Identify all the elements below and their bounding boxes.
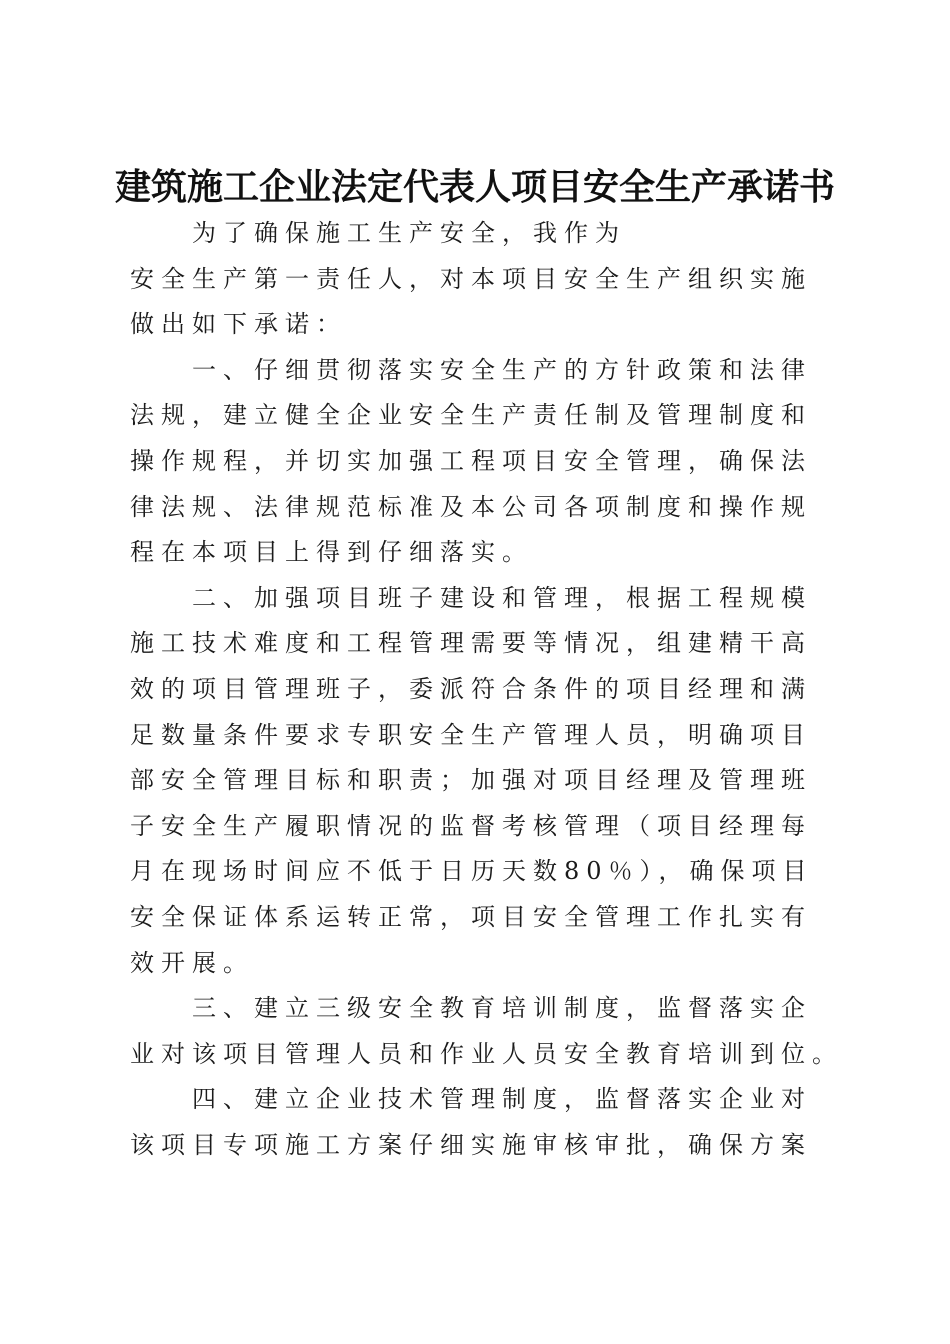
text-line: 月在现场时间应不低于日历天数80％），确保项目: [130, 857, 814, 886]
text-line: 三、建立三级安全教育培训制度，监督落实企: [192, 994, 812, 1023]
text-line: 律法规、法律规范标准及本公司各项制度和操作规: [130, 492, 812, 521]
document-title: 建筑施工企业法定代表人项目安全生产承诺书: [114, 167, 835, 208]
text-line: 操作规程，并切实加强工程项目安全管理，确保法: [130, 446, 812, 475]
text-line: 子安全生产履职情况的监督考核管理（项目经理每: [130, 811, 812, 840]
text-line: 一、仔细贯彻落实安全生产的方针政策和法律: [192, 355, 812, 384]
text-line: 程在本项目上得到仔细落实。: [130, 538, 533, 567]
text-line: 该项目专项施工方案仔细实施审核审批，确保方案: [130, 1130, 812, 1159]
text-line: 安全保证体系运转正常，项目安全管理工作扎实有: [130, 902, 812, 931]
text-line: 施工技术难度和工程管理需要等情况，组建精干高: [130, 629, 812, 658]
text-line: 效开展。: [130, 948, 254, 977]
text-line: 部安全管理目标和职责；加强对项目经理及管理班: [130, 766, 812, 795]
text-line: 为了确保施工生产安全，我作为: [192, 219, 626, 247]
text-line: 效的项目管理班子，委派符合条件的项目经理和满: [130, 674, 812, 703]
text-line: 做出如下承诺：: [130, 310, 347, 339]
text-line: 业对该项目管理人员和作业人员安全教育培训到位。: [130, 1039, 843, 1068]
text-line: 足数量条件要求专职安全生产管理人员，明确项目: [130, 720, 812, 749]
text-line: 法规，建立健全企业安全生产责任制及管理制度和: [130, 401, 812, 430]
document-body: [130, 211, 843, 1168]
text-line: 二、加强项目班子建设和管理，根据工程规模: [192, 583, 812, 612]
text-line: 四、建立企业技术管理制度，监督落实企业对: [192, 1085, 812, 1114]
text-line: 安全生产第一责任人，对本项目安全生产组织实施: [130, 264, 812, 293]
